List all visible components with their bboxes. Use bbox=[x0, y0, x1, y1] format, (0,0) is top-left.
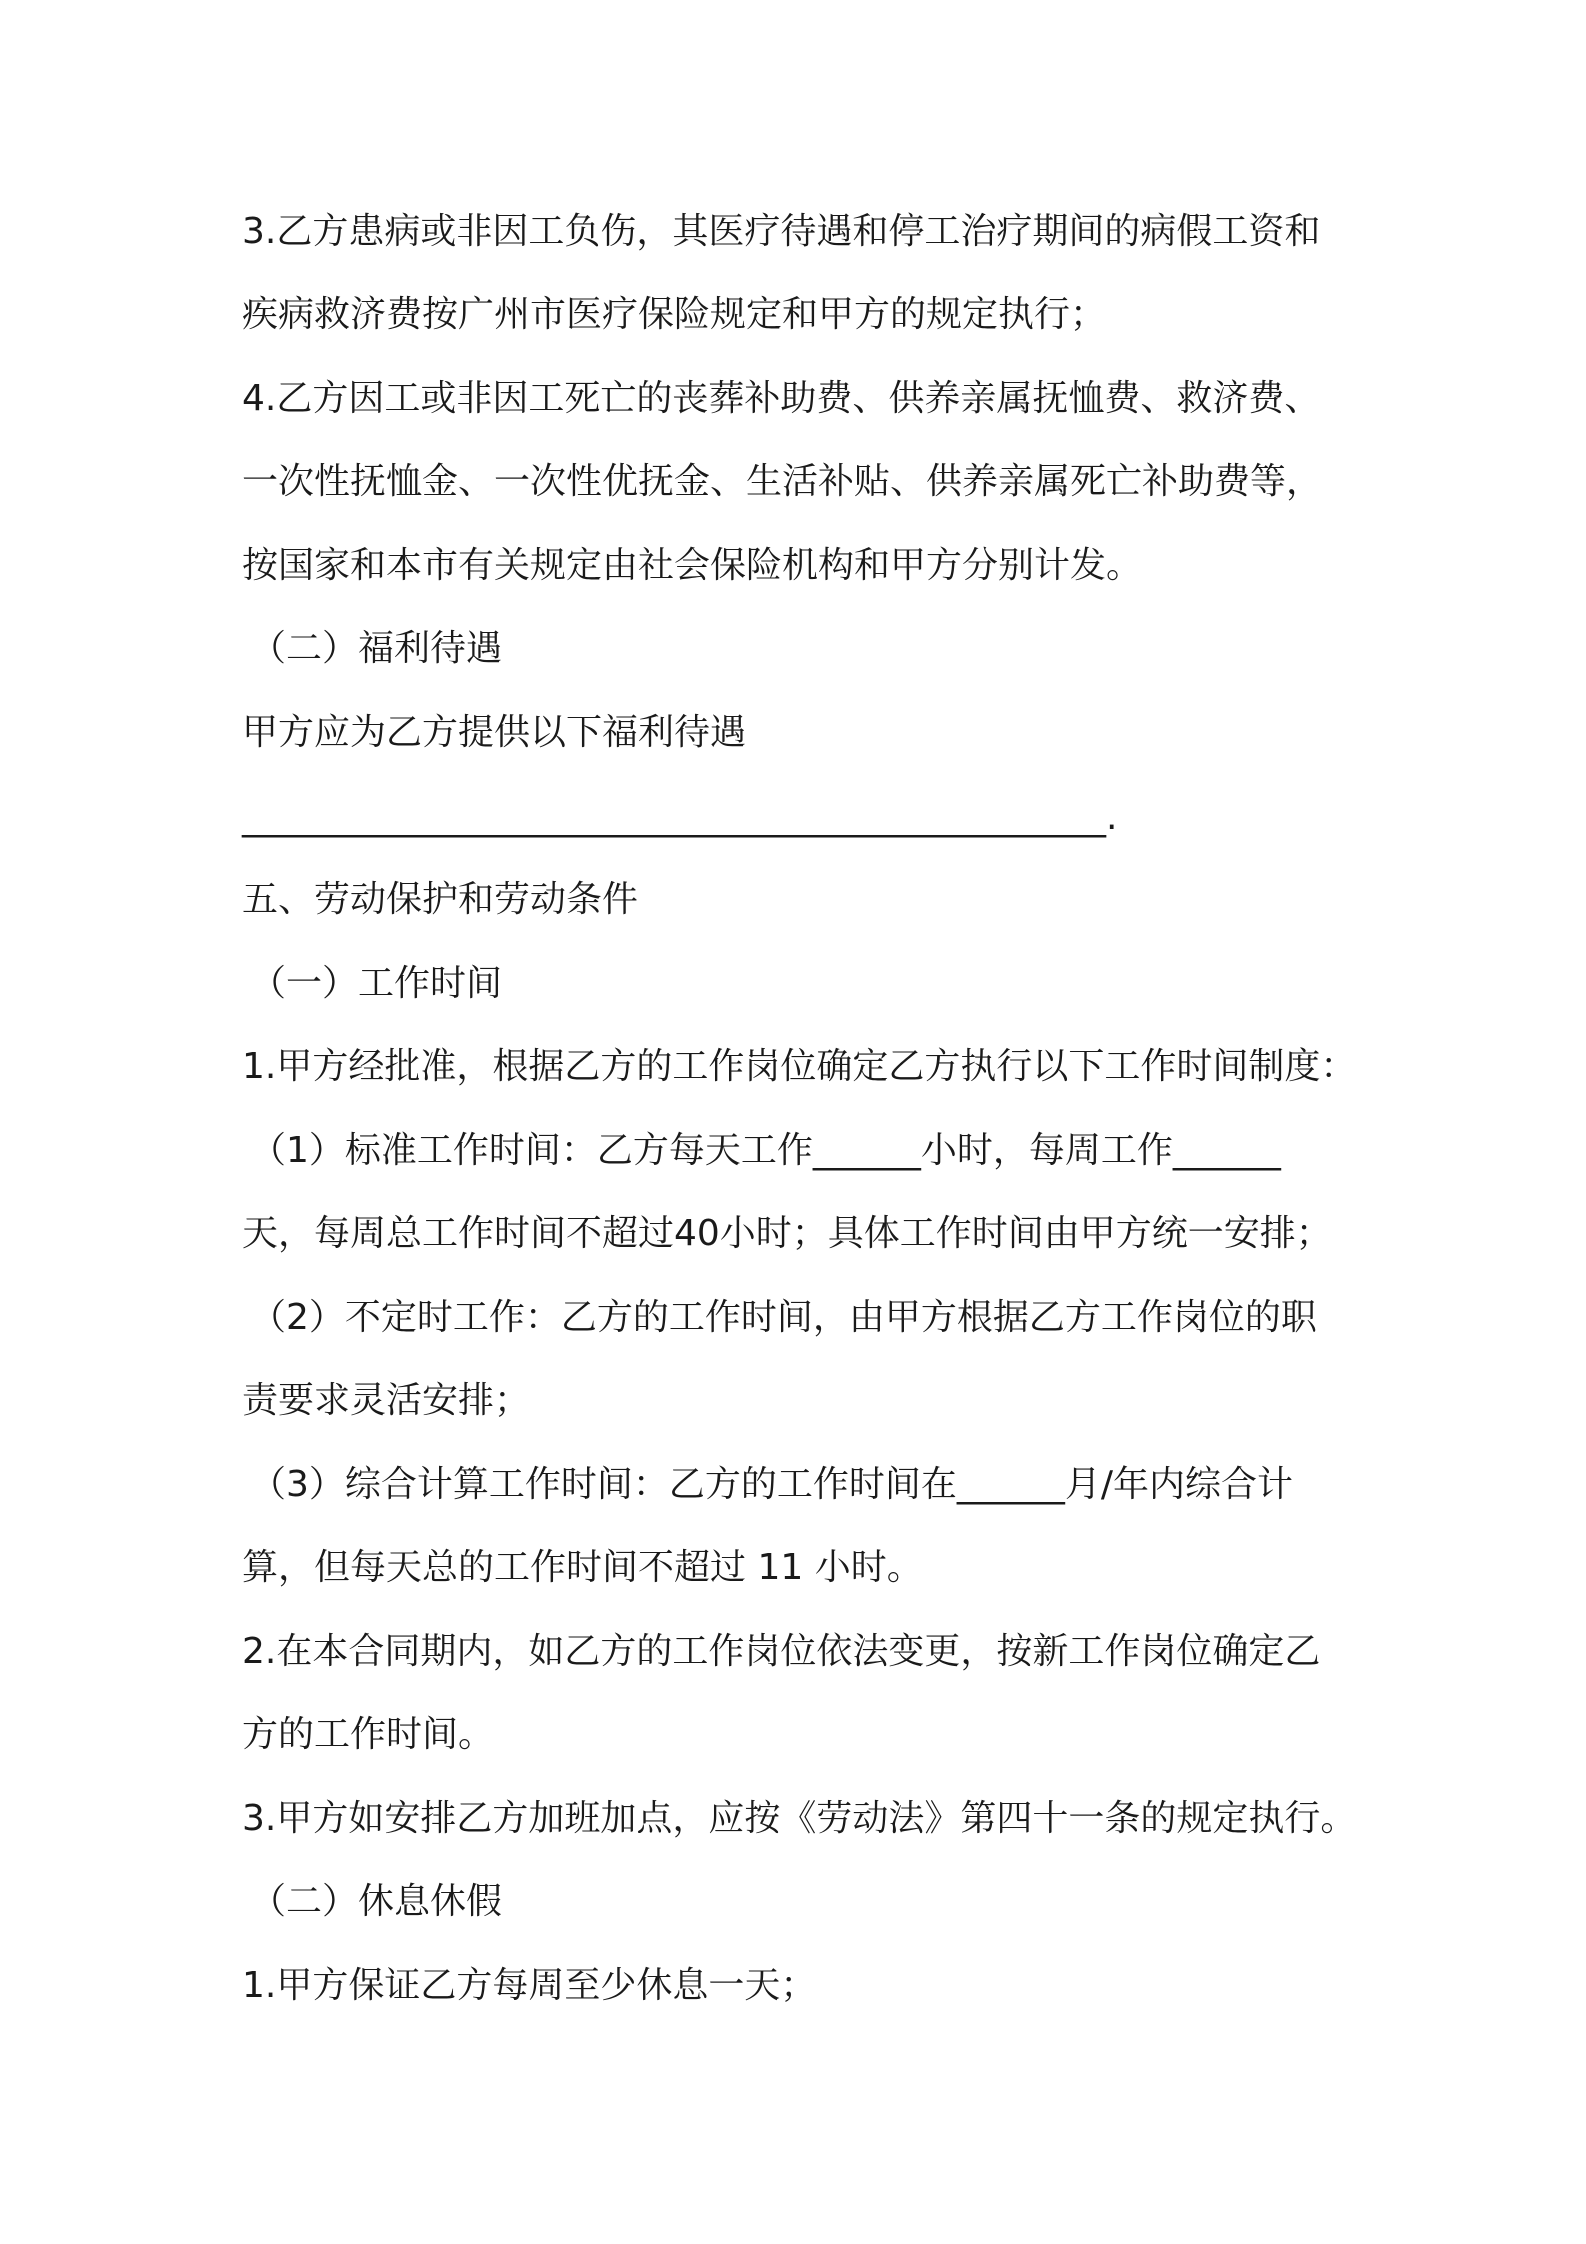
paragraph-line: 甲方应为乙方提供以下福利待遇 bbox=[242, 712, 747, 753]
paragraph-line: 责要求灵活安排； bbox=[242, 1380, 531, 1421]
paragraph-line: 1.甲方经批准，根据乙方的工作岗位确定乙方执行以下工作时间制度： bbox=[242, 1046, 1357, 1087]
section-heading: 五、劳动保护和劳动条件 bbox=[242, 879, 639, 920]
section-heading: （一）工作时间 bbox=[250, 963, 503, 1004]
paragraph-line: 疾病救济费按广州市医疗保险规定和甲方的规定执行； bbox=[242, 294, 1107, 335]
paragraph-line: （2）不定时工作：乙方的工作时间，由甲方根据乙方工作岗位的职 bbox=[250, 1297, 1317, 1338]
paragraph-line: 1.甲方保证乙方每周至少休息一天； bbox=[242, 1965, 817, 2006]
paragraph-line: 方的工作时间。 bbox=[242, 1714, 495, 1755]
paragraph-line: 3.甲方如安排乙方加班加点，应按《劳动法》第四十一条的规定执行。 bbox=[242, 1798, 1357, 1839]
section-heading: （二）休息休假 bbox=[250, 1881, 503, 1922]
paragraph-line: 一次性抚恤金、一次性优抚金、生活补贴、供养亲属死亡补助费等， bbox=[242, 461, 1323, 502]
paragraph-line: 天，每周总工作时间不超过40小时；具体工作时间由甲方统一安排； bbox=[242, 1213, 1332, 1254]
paragraph-line: 3.乙方患病或非因工负伤，其医疗待遇和停工治疗期间的病假工资和 bbox=[242, 211, 1321, 252]
paragraph-line: 2.在本合同期内，如乙方的工作岗位依法变更，按新工作岗位确定乙 bbox=[242, 1631, 1321, 1672]
paragraph-line: （3）综合计算工作时间：乙方的工作时间在______月/年内综合计 bbox=[250, 1464, 1294, 1505]
blank-fill-line: ________________________________________________. bbox=[242, 797, 1118, 838]
paragraph-line: 按国家和本市有关规定由社会保险机构和甲方分别计发。 bbox=[242, 545, 1143, 586]
section-heading: （二）福利待遇 bbox=[250, 628, 503, 669]
paragraph-line: （1）标准工作时间：乙方每天工作______小时，每周工作______ bbox=[250, 1130, 1281, 1171]
paragraph-line: 4.乙方因工或非因工死亡的丧葬补助费、供养亲属抚恤费、救济费、 bbox=[242, 378, 1321, 419]
paragraph-line: 算，但每天总的工作时间不超过 11 小时。 bbox=[242, 1547, 923, 1588]
